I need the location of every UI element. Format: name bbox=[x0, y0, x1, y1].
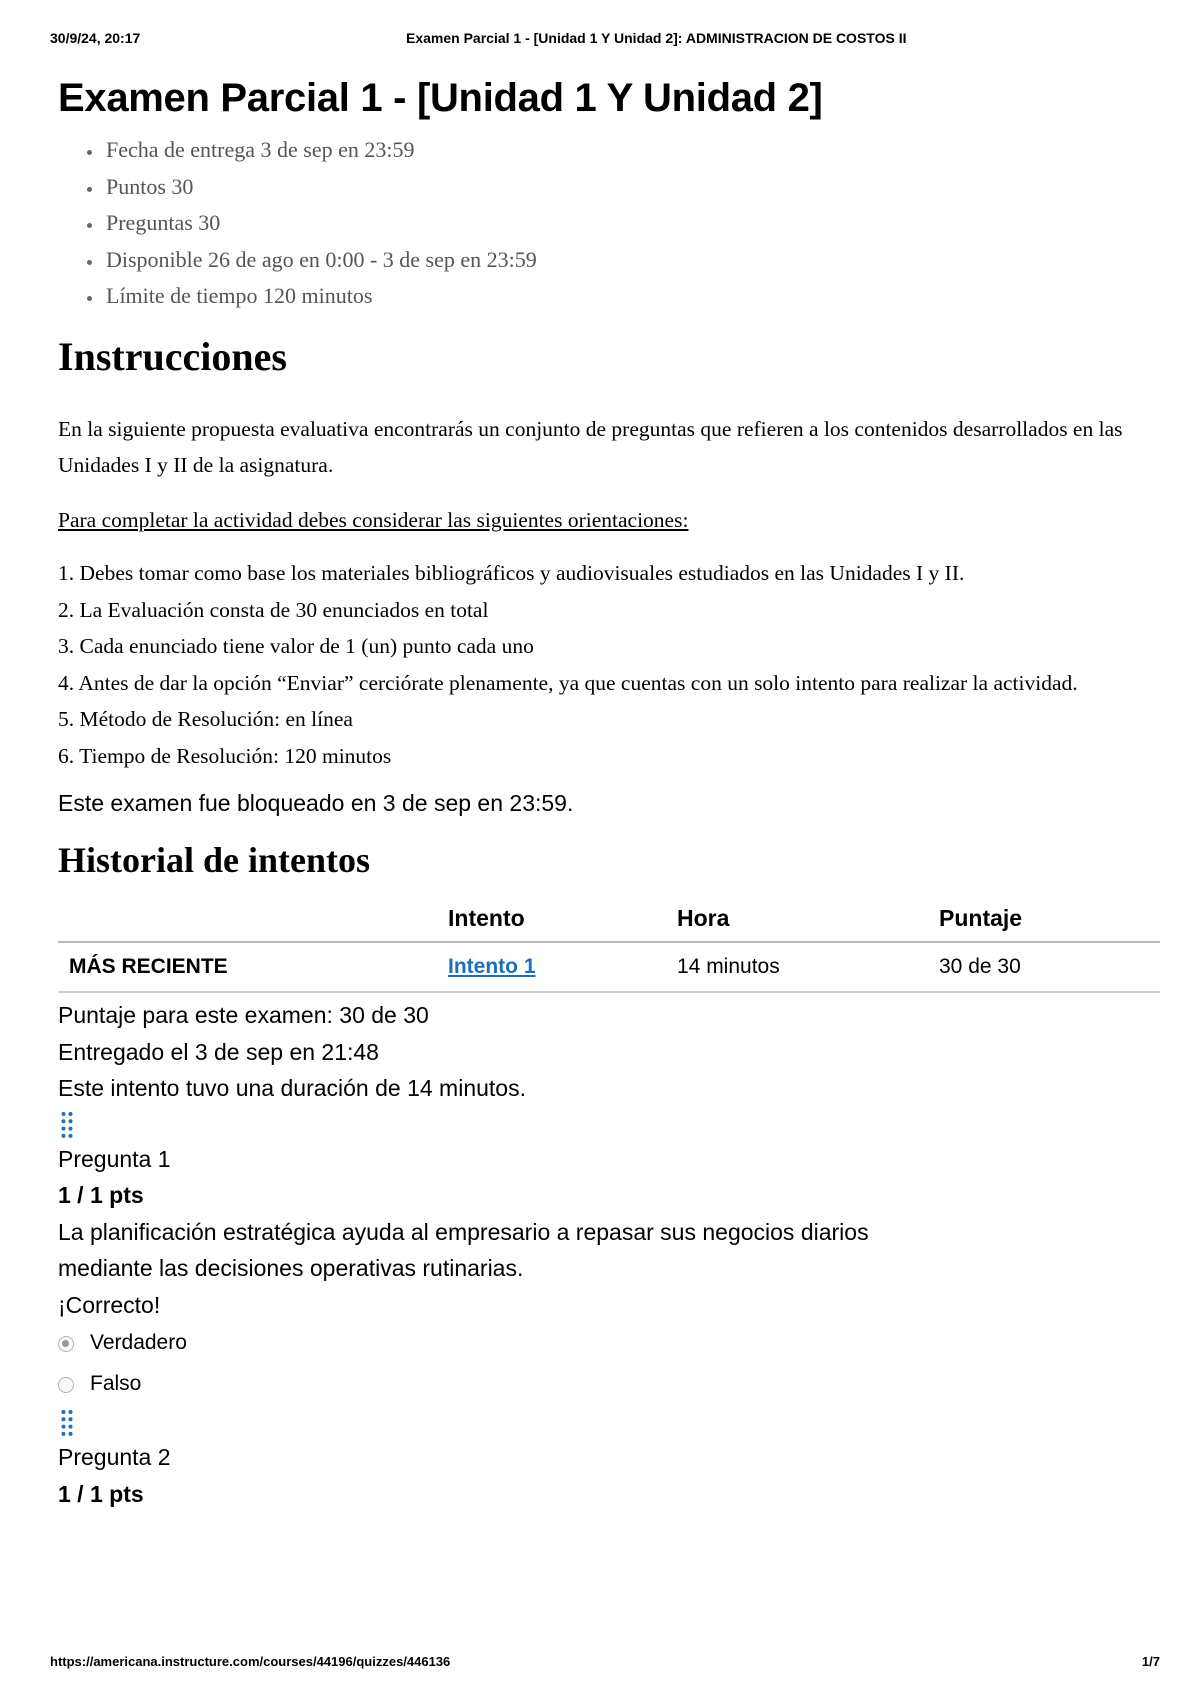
detail-due-date: • Fecha de entrega 3 de sep en 23:59 bbox=[104, 132, 1160, 169]
history-heading: Historial de intentos bbox=[58, 840, 370, 880]
attempt-time: 14 minutos bbox=[677, 942, 939, 992]
attempt-history-table bbox=[58, 903, 1160, 993]
question-feedback: ¡Correcto! bbox=[58, 1291, 161, 1318]
quiz-title: Examen Parcial 1 - [Unidad 1 Y Unidad 2] bbox=[58, 76, 823, 120]
radio-unselected[interactable] bbox=[58, 1377, 74, 1393]
table-header-row bbox=[58, 903, 1160, 942]
question-text bbox=[58, 1214, 1160, 1287]
answer-label: Verdadero bbox=[90, 1331, 187, 1355]
summary-duration: Este intento tuvo una duración de 14 minutos. bbox=[58, 1075, 526, 1101]
question-points: 1 / 1 pts bbox=[58, 1182, 144, 1208]
instructions-heading: Instrucciones bbox=[58, 333, 287, 379]
column-header-score: Puntaje bbox=[939, 903, 1160, 942]
question-text-line: La planificación estratégica ayuda al empresario a repasar sus negocios diarios bbox=[58, 1218, 869, 1245]
question-1 bbox=[58, 1111, 1160, 1406]
table-row bbox=[58, 942, 1160, 992]
question-text-line: mediante las decisiones operativas rutinarias. bbox=[58, 1255, 524, 1281]
column-header-time: Hora bbox=[677, 903, 939, 942]
print-url: https://americana.instructure.com/courses/44196/quizzes/446136 bbox=[50, 1654, 451, 1669]
attempt-recent-label: MÁS RECIENTE bbox=[58, 942, 448, 992]
column-header-attempt: Intento bbox=[448, 903, 677, 942]
detail-questions: • Preguntas 30 bbox=[104, 205, 1160, 242]
print-document-title: Examen Parcial 1 - [Unidad 1 Y Unidad 2]: ADMINISTRACION DE COSTOS II bbox=[406, 30, 907, 46]
answer-label: Falso bbox=[90, 1372, 142, 1396]
column-header-label bbox=[58, 903, 448, 942]
attempt-cell bbox=[448, 942, 677, 992]
print-date: 30/9/24, 20:17 bbox=[50, 30, 141, 46]
question-title: Pregunta 2 bbox=[58, 1444, 171, 1470]
instructions-intro: En la siguiente propuesta evaluativa encontrarás un conjunto de preguntas que refieren a los contenidos desarrollados en las Unidades I y II de la asignatura. bbox=[58, 416, 1123, 477]
question-2 bbox=[58, 1409, 1160, 1512]
drag-handle-icon[interactable] bbox=[60, 1409, 74, 1437]
question-points: 1 / 1 pts bbox=[58, 1480, 144, 1507]
instructions-rules bbox=[58, 555, 1160, 774]
rule-item: 2. La Evaluación consta de 30 enunciados en total bbox=[58, 597, 489, 622]
instructions-orientation-heading: Para completar la actividad debes considerar las siguientes orientaciones: bbox=[58, 507, 689, 532]
drag-handle-icon[interactable] bbox=[60, 1111, 74, 1139]
detail-time-limit: • Límite de tiempo 120 minutos bbox=[104, 278, 1160, 315]
summary-score: Puntaje para este examen: 30 de 30 bbox=[58, 1002, 429, 1028]
instructions-body bbox=[58, 411, 1160, 775]
answer-option-false[interactable] bbox=[58, 1364, 1160, 1405]
detail-available: • Disponible 26 de ago en 0:00 - 3 de sep en 23:59 bbox=[104, 242, 1160, 279]
detail-points: • Puntos 30 bbox=[104, 169, 1160, 206]
question-title: Pregunta 1 bbox=[58, 1145, 171, 1172]
quiz-content bbox=[58, 70, 1160, 1512]
radio-selected[interactable] bbox=[58, 1336, 74, 1352]
attempt-summary bbox=[58, 997, 1160, 1107]
lock-message: Este examen fue bloqueado en 3 de sep en 23:59. bbox=[58, 790, 574, 816]
answer-option-true[interactable] bbox=[58, 1323, 1160, 1364]
attempt-1-link[interactable]: Intento 1 bbox=[448, 955, 536, 978]
rule-item: 1. Debes tomar como base los materiales bibliográficos y audiovisuales estudiados en las Unidades I y II. bbox=[58, 561, 965, 585]
rule-item: 3. Cada enunciado tiene valor de 1 (un) punto cada uno bbox=[58, 634, 534, 658]
print-page-number: 1/7 bbox=[1141, 1654, 1160, 1669]
quiz-details bbox=[58, 132, 1160, 315]
print-header bbox=[50, 30, 1160, 50]
attempt-score: 30 de 30 bbox=[939, 942, 1160, 992]
summary-submitted: Entregado el 3 de sep en 21:48 bbox=[58, 1038, 379, 1065]
rule-item: 5. Método de Resolución: en línea bbox=[58, 707, 353, 731]
rule-item: 6. Tiempo de Resolución: 120 minutos bbox=[58, 743, 392, 768]
print-footer bbox=[50, 1654, 1160, 1674]
rule-item: 4. Antes de dar la opción “Enviar” cerciórate plenamente, ya que cuentas con un solo intento para realizar la actividad. bbox=[58, 670, 1078, 695]
